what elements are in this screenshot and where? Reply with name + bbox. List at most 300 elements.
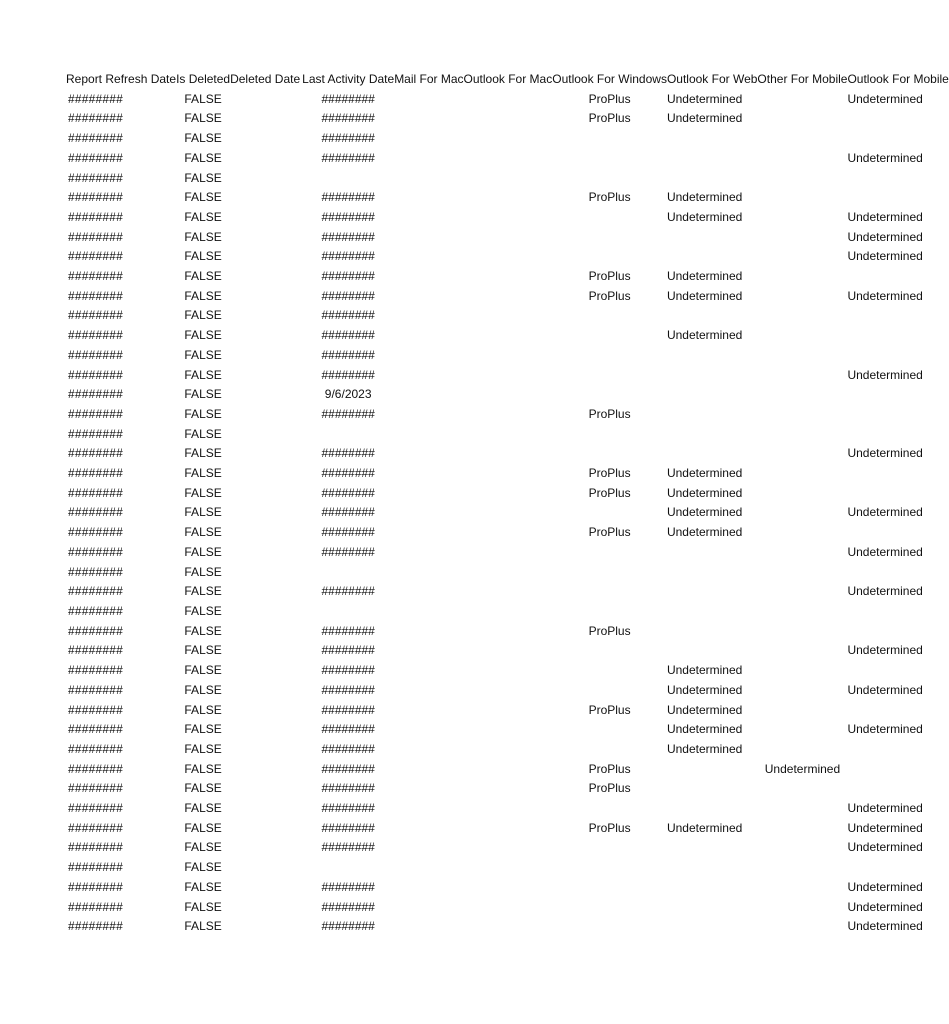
cell-outlook-for-windows[interactable] [552,425,667,445]
cell-outlook-for-mobile[interactable] [847,661,948,681]
cell-outlook-for-web[interactable] [667,838,757,858]
cell-outlook-for-windows[interactable] [552,346,667,366]
cell-outlook-for-windows[interactable] [552,720,667,740]
cell-outlook-for-mobile[interactable]: Undetermined [847,150,923,165]
cell-mail-for-mac[interactable] [394,484,463,504]
cell-report-refresh-date[interactable]: ######## [68,702,123,717]
cell-report-refresh-date[interactable]: ######## [68,781,123,796]
cell-mail-for-mac[interactable] [394,306,463,326]
cell-deleted-date[interactable] [230,346,302,366]
cell-outlook-for-mac[interactable] [464,169,553,189]
cell-other-for-mobile[interactable] [757,563,847,583]
cell-last-activity-date[interactable]: ######## [321,781,375,796]
cell-outlook-for-mobile[interactable] [847,405,948,425]
cell-outlook-for-mac[interactable] [464,661,553,681]
cell-last-activity-date[interactable]: ######## [321,131,375,146]
cell-last-activity-date[interactable]: ######## [321,446,375,461]
cell-other-for-mobile[interactable] [757,366,847,386]
cell-outlook-for-windows[interactable] [552,385,667,405]
cell-last-activity-date[interactable]: ######## [321,525,375,540]
cell-last-activity-date[interactable]: ######## [321,347,375,362]
cell-last-activity-date[interactable]: ######## [321,840,375,855]
cell-report-refresh-date[interactable]: ######## [68,131,123,146]
cell-outlook-for-web[interactable] [667,779,757,799]
cell-mail-for-mac[interactable] [394,917,463,937]
header-other-for-mobile[interactable]: Other For Mobile [757,72,848,86]
cell-report-refresh-date[interactable]: ######## [68,347,123,362]
cell-report-refresh-date[interactable]: ######## [68,328,123,343]
cell-report-refresh-date[interactable]: ######## [68,761,123,776]
cell-mail-for-mac[interactable] [394,346,463,366]
cell-outlook-for-windows[interactable] [552,740,667,760]
header-outlook-for-web[interactable]: Outlook For Web [666,72,758,86]
cell-outlook-for-mac[interactable] [464,385,553,405]
cell-is-deleted[interactable]: FALSE [184,170,222,185]
cell-deleted-date[interactable] [230,385,302,405]
cell-outlook-for-mobile[interactable] [847,464,948,484]
cell-last-activity-date[interactable] [302,563,394,583]
cell-outlook-for-mobile[interactable] [847,779,948,799]
cell-other-for-mobile[interactable] [757,306,847,326]
cell-other-for-mobile[interactable] [757,740,847,760]
cell-deleted-date[interactable] [230,563,302,583]
cell-outlook-for-windows[interactable]: ProPlus [588,288,631,303]
cell-outlook-for-web[interactable]: Undetermined [666,682,743,697]
cell-outlook-for-windows[interactable]: ProPlus [588,820,631,835]
cell-deleted-date[interactable] [230,287,302,307]
cell-outlook-for-mac[interactable] [464,129,553,149]
cell-outlook-for-windows[interactable] [552,169,667,189]
cell-last-activity-date[interactable]: ######## [321,485,375,500]
cell-outlook-for-mac[interactable] [464,523,553,543]
cell-deleted-date[interactable] [230,464,302,484]
cell-mail-for-mac[interactable] [394,838,463,858]
cell-other-for-mobile[interactable] [757,582,847,602]
cell-mail-for-mac[interactable] [394,602,463,622]
cell-is-deleted[interactable]: FALSE [184,623,222,638]
cell-outlook-for-windows[interactable] [552,208,667,228]
cell-outlook-for-mobile[interactable] [847,267,948,287]
cell-mail-for-mac[interactable] [394,563,463,583]
cell-is-deleted[interactable]: FALSE [184,919,222,934]
cell-outlook-for-web[interactable] [667,582,757,602]
cell-is-deleted[interactable]: FALSE [184,269,222,284]
cell-outlook-for-mac[interactable] [464,208,553,228]
cell-other-for-mobile[interactable] [757,169,847,189]
cell-last-activity-date[interactable]: ######## [321,584,375,599]
cell-last-activity-date[interactable]: ######## [321,682,375,697]
cell-is-deleted[interactable]: FALSE [184,643,222,658]
cell-outlook-for-mobile[interactable] [847,306,948,326]
cell-outlook-for-windows[interactable] [552,582,667,602]
cell-outlook-for-mobile[interactable]: Undetermined [847,505,923,520]
cell-report-refresh-date[interactable]: ######## [68,643,123,658]
cell-is-deleted[interactable]: FALSE [184,485,222,500]
cell-report-refresh-date[interactable]: ######## [68,584,123,599]
cell-outlook-for-mac[interactable] [464,720,553,740]
cell-outlook-for-mobile[interactable] [847,169,948,189]
cell-outlook-for-mac[interactable] [464,484,553,504]
cell-last-activity-date[interactable]: ######## [321,899,375,914]
cell-outlook-for-windows[interactable] [552,661,667,681]
cell-deleted-date[interactable] [230,267,302,287]
cell-outlook-for-windows[interactable]: ProPlus [588,485,631,500]
cell-outlook-for-mac[interactable] [464,306,553,326]
cell-outlook-for-windows[interactable] [552,641,667,661]
cell-outlook-for-web[interactable]: Undetermined [666,209,743,224]
cell-mail-for-mac[interactable] [394,622,463,642]
cell-outlook-for-mac[interactable] [464,228,553,248]
cell-report-refresh-date[interactable]: ######## [68,682,123,697]
cell-report-refresh-date[interactable]: ######## [68,446,123,461]
cell-outlook-for-windows[interactable] [552,444,667,464]
cell-other-for-mobile[interactable] [757,779,847,799]
cell-is-deleted[interactable]: FALSE [184,761,222,776]
cell-other-for-mobile[interactable] [757,523,847,543]
cell-deleted-date[interactable] [230,523,302,543]
cell-report-refresh-date[interactable]: ######## [68,623,123,638]
cell-outlook-for-web[interactable] [667,129,757,149]
cell-deleted-date[interactable] [230,641,302,661]
cell-outlook-for-windows[interactable]: ProPlus [588,525,631,540]
cell-report-refresh-date[interactable]: ######## [68,190,123,205]
cell-mail-for-mac[interactable] [394,779,463,799]
cell-mail-for-mac[interactable] [394,543,463,563]
cell-is-deleted[interactable]: FALSE [184,387,222,402]
cell-outlook-for-mac[interactable] [464,779,553,799]
cell-last-activity-date[interactable]: ######## [321,209,375,224]
cell-outlook-for-mobile[interactable]: Undetermined [847,91,923,106]
cell-deleted-date[interactable] [230,169,302,189]
cell-deleted-date[interactable] [230,444,302,464]
cell-report-refresh-date[interactable]: ######## [68,564,123,579]
cell-report-refresh-date[interactable]: ######## [68,406,123,421]
cell-outlook-for-mobile[interactable] [847,760,948,780]
cell-is-deleted[interactable]: FALSE [184,663,222,678]
cell-mail-for-mac[interactable] [394,366,463,386]
cell-report-refresh-date[interactable]: ######## [68,663,123,678]
cell-outlook-for-windows[interactable] [552,878,667,898]
cell-mail-for-mac[interactable] [394,208,463,228]
cell-outlook-for-web[interactable]: Undetermined [666,741,743,756]
cell-is-deleted[interactable]: FALSE [184,150,222,165]
cell-mail-for-mac[interactable] [394,523,463,543]
cell-outlook-for-web[interactable]: Undetermined [666,722,743,737]
cell-report-refresh-date[interactable]: ######## [68,288,123,303]
cell-report-refresh-date[interactable]: ######## [68,387,123,402]
cell-outlook-for-web[interactable]: Undetermined [666,91,743,106]
cell-other-for-mobile[interactable] [757,129,847,149]
cell-report-refresh-date[interactable]: ######## [68,426,123,441]
cell-outlook-for-mac[interactable] [464,425,553,445]
cell-is-deleted[interactable]: FALSE [184,466,222,481]
cell-mail-for-mac[interactable] [394,169,463,189]
cell-outlook-for-web[interactable] [667,425,757,445]
cell-deleted-date[interactable] [230,425,302,445]
cell-outlook-for-mobile[interactable] [847,385,948,405]
cell-deleted-date[interactable] [230,720,302,740]
cell-is-deleted[interactable]: FALSE [184,308,222,323]
cell-other-for-mobile[interactable] [757,385,847,405]
cell-outlook-for-mac[interactable] [464,188,553,208]
cell-outlook-for-mac[interactable] [464,149,553,169]
cell-other-for-mobile[interactable] [757,346,847,366]
cell-deleted-date[interactable] [230,247,302,267]
header-outlook-for-mobile[interactable]: Outlook For Mobile [847,72,949,86]
cell-mail-for-mac[interactable] [394,287,463,307]
cell-outlook-for-mac[interactable] [464,701,553,721]
cell-outlook-for-mobile[interactable] [847,622,948,642]
cell-outlook-for-mac[interactable] [464,760,553,780]
cell-report-refresh-date[interactable]: ######## [68,603,123,618]
cell-outlook-for-windows[interactable]: ProPlus [588,406,631,421]
cell-deleted-date[interactable] [230,661,302,681]
cell-outlook-for-mac[interactable] [464,819,553,839]
cell-other-for-mobile[interactable] [757,149,847,169]
cell-outlook-for-web[interactable] [667,563,757,583]
cell-outlook-for-mac[interactable] [464,582,553,602]
cell-outlook-for-mobile[interactable]: Undetermined [847,544,923,559]
cell-deleted-date[interactable] [230,838,302,858]
cell-outlook-for-mobile[interactable] [847,425,948,445]
cell-mail-for-mac[interactable] [394,858,463,878]
cell-last-activity-date[interactable]: ######## [321,308,375,323]
cell-outlook-for-mobile[interactable]: Undetermined [847,584,923,599]
cell-other-for-mobile[interactable] [757,720,847,740]
cell-outlook-for-mobile[interactable]: Undetermined [847,820,923,835]
cell-outlook-for-windows[interactable]: ProPlus [588,781,631,796]
cell-last-activity-date[interactable] [302,425,394,445]
cell-outlook-for-windows[interactable] [552,799,667,819]
cell-report-refresh-date[interactable]: ######## [68,741,123,756]
cell-deleted-date[interactable] [230,188,302,208]
cell-last-activity-date[interactable]: ######## [321,190,375,205]
cell-outlook-for-windows[interactable] [552,503,667,523]
cell-outlook-for-mobile[interactable]: Undetermined [847,643,923,658]
cell-is-deleted[interactable]: FALSE [184,328,222,343]
cell-report-refresh-date[interactable]: ######## [68,860,123,875]
cell-last-activity-date[interactable]: ######## [321,91,375,106]
cell-deleted-date[interactable] [230,701,302,721]
cell-report-refresh-date[interactable]: ######## [68,879,123,894]
cell-deleted-date[interactable] [230,208,302,228]
cell-outlook-for-mac[interactable] [464,346,553,366]
cell-last-activity-date[interactable]: ######## [321,328,375,343]
cell-mail-for-mac[interactable] [394,740,463,760]
cell-mail-for-mac[interactable] [394,503,463,523]
cell-last-activity-date[interactable]: ######## [321,801,375,816]
cell-other-for-mobile[interactable] [757,838,847,858]
cell-deleted-date[interactable] [230,878,302,898]
cell-last-activity-date[interactable]: ######## [321,466,375,481]
cell-mail-for-mac[interactable] [394,425,463,445]
cell-other-for-mobile[interactable] [757,267,847,287]
header-mail-for-mac[interactable]: Mail For Mac [394,72,464,86]
cell-last-activity-date[interactable]: ######## [321,229,375,244]
cell-outlook-for-windows[interactable]: ProPlus [588,190,631,205]
cell-deleted-date[interactable] [230,129,302,149]
cell-outlook-for-mobile[interactable]: Undetermined [847,682,923,697]
cell-deleted-date[interactable] [230,799,302,819]
cell-outlook-for-web[interactable] [667,346,757,366]
cell-deleted-date[interactable] [230,740,302,760]
cell-report-refresh-date[interactable]: ######## [68,485,123,500]
cell-other-for-mobile[interactable] [757,208,847,228]
cell-mail-for-mac[interactable] [394,898,463,918]
cell-outlook-for-windows[interactable]: ProPlus [588,91,631,106]
cell-outlook-for-mac[interactable] [464,444,553,464]
cell-outlook-for-web[interactable] [667,366,757,386]
cell-outlook-for-windows[interactable]: ProPlus [588,466,631,481]
cell-other-for-mobile[interactable] [757,543,847,563]
cell-deleted-date[interactable] [230,503,302,523]
cell-mail-for-mac[interactable] [394,149,463,169]
cell-last-activity-date[interactable]: ######## [321,406,375,421]
cell-deleted-date[interactable] [230,622,302,642]
cell-is-deleted[interactable]: FALSE [184,505,222,520]
cell-outlook-for-mac[interactable] [464,366,553,386]
cell-report-refresh-date[interactable]: ######## [68,308,123,323]
cell-outlook-for-windows[interactable]: ProPlus [588,702,631,717]
cell-outlook-for-windows[interactable] [552,149,667,169]
cell-outlook-for-web[interactable] [667,228,757,248]
header-is-deleted[interactable]: Is Deleted [176,72,231,86]
cell-last-activity-date[interactable]: ######## [321,702,375,717]
cell-outlook-for-mobile[interactable]: Undetermined [847,899,923,914]
cell-is-deleted[interactable]: FALSE [184,367,222,382]
cell-other-for-mobile[interactable] [757,109,847,129]
cell-outlook-for-web[interactable] [667,385,757,405]
cell-mail-for-mac[interactable] [394,109,463,129]
cell-is-deleted[interactable]: FALSE [184,190,222,205]
cell-outlook-for-mac[interactable] [464,838,553,858]
cell-outlook-for-mac[interactable] [464,247,553,267]
cell-outlook-for-web[interactable]: Undetermined [666,111,743,126]
cell-mail-for-mac[interactable] [394,385,463,405]
cell-deleted-date[interactable] [230,109,302,129]
cell-outlook-for-mobile[interactable] [847,523,948,543]
cell-outlook-for-web[interactable] [667,149,757,169]
cell-mail-for-mac[interactable] [394,582,463,602]
cell-outlook-for-web[interactable] [667,306,757,326]
cell-outlook-for-mac[interactable] [464,858,553,878]
cell-mail-for-mac[interactable] [394,326,463,346]
cell-outlook-for-mac[interactable] [464,543,553,563]
cell-last-activity-date[interactable]: ######## [321,367,375,382]
cell-other-for-mobile[interactable] [757,90,847,110]
cell-report-refresh-date[interactable]: ######## [68,269,123,284]
cell-outlook-for-windows[interactable] [552,917,667,937]
cell-outlook-for-mobile[interactable] [847,563,948,583]
cell-is-deleted[interactable]: FALSE [184,91,222,106]
cell-deleted-date[interactable] [230,898,302,918]
cell-other-for-mobile[interactable] [757,287,847,307]
cell-last-activity-date[interactable]: ######## [321,722,375,737]
cell-outlook-for-web[interactable] [667,602,757,622]
cell-report-refresh-date[interactable]: ######## [68,840,123,855]
cell-outlook-for-web[interactable] [667,799,757,819]
cell-other-for-mobile[interactable] [757,701,847,721]
cell-last-activity-date[interactable]: ######## [321,288,375,303]
cell-outlook-for-windows[interactable] [552,602,667,622]
cell-outlook-for-web[interactable] [667,405,757,425]
cell-deleted-date[interactable] [230,228,302,248]
cell-last-activity-date[interactable]: ######## [321,820,375,835]
cell-outlook-for-mac[interactable] [464,602,553,622]
cell-deleted-date[interactable] [230,858,302,878]
cell-outlook-for-web[interactable]: Undetermined [666,505,743,520]
cell-other-for-mobile[interactable] [757,464,847,484]
cell-outlook-for-mobile[interactable] [847,740,948,760]
cell-other-for-mobile[interactable] [757,681,847,701]
cell-outlook-for-mac[interactable] [464,917,553,937]
cell-mail-for-mac[interactable] [394,444,463,464]
cell-deleted-date[interactable] [230,405,302,425]
cell-other-for-mobile[interactable] [757,878,847,898]
cell-mail-for-mac[interactable] [394,405,463,425]
cell-outlook-for-mobile[interactable]: Undetermined [847,879,923,894]
cell-outlook-for-mac[interactable] [464,464,553,484]
cell-is-deleted[interactable]: FALSE [184,879,222,894]
cell-report-refresh-date[interactable]: ######## [68,820,123,835]
cell-deleted-date[interactable] [230,484,302,504]
cell-mail-for-mac[interactable] [394,129,463,149]
cell-report-refresh-date[interactable]: ######## [68,899,123,914]
cell-deleted-date[interactable] [230,306,302,326]
cell-other-for-mobile[interactable] [757,602,847,622]
cell-mail-for-mac[interactable] [394,247,463,267]
cell-outlook-for-mac[interactable] [464,563,553,583]
cell-is-deleted[interactable]: FALSE [184,446,222,461]
cell-outlook-for-web[interactable]: Undetermined [666,820,743,835]
cell-is-deleted[interactable]: FALSE [184,544,222,559]
cell-deleted-date[interactable] [230,602,302,622]
cell-is-deleted[interactable]: FALSE [184,702,222,717]
cell-outlook-for-mobile[interactable]: Undetermined [847,919,923,934]
cell-outlook-for-mobile[interactable]: Undetermined [847,249,923,264]
cell-is-deleted[interactable]: FALSE [184,564,222,579]
cell-deleted-date[interactable] [230,326,302,346]
cell-outlook-for-mac[interactable] [464,90,553,110]
cell-mail-for-mac[interactable] [394,90,463,110]
cell-is-deleted[interactable]: FALSE [184,840,222,855]
cell-mail-for-mac[interactable] [394,819,463,839]
cell-outlook-for-web[interactable]: Undetermined [666,466,743,481]
cell-mail-for-mac[interactable] [394,188,463,208]
cell-outlook-for-mobile[interactable] [847,188,948,208]
cell-outlook-for-web[interactable]: Undetermined [666,663,743,678]
cell-outlook-for-web[interactable]: Undetermined [666,288,743,303]
cell-other-for-mobile[interactable] [757,326,847,346]
cell-other-for-mobile[interactable] [757,661,847,681]
cell-outlook-for-mac[interactable] [464,740,553,760]
cell-other-for-mobile[interactable] [757,503,847,523]
cell-is-deleted[interactable]: FALSE [184,860,222,875]
cell-outlook-for-mobile[interactable]: Undetermined [847,722,923,737]
cell-outlook-for-mac[interactable] [464,109,553,129]
cell-is-deleted[interactable]: FALSE [184,820,222,835]
cell-other-for-mobile[interactable] [757,858,847,878]
cell-outlook-for-mobile[interactable] [847,346,948,366]
cell-report-refresh-date[interactable]: ######## [68,367,123,382]
cell-other-for-mobile[interactable] [757,425,847,445]
cell-outlook-for-mobile[interactable]: Undetermined [847,446,923,461]
cell-outlook-for-mac[interactable] [464,622,553,642]
cell-is-deleted[interactable]: FALSE [184,288,222,303]
cell-report-refresh-date[interactable]: ######## [68,91,123,106]
header-deleted-date[interactable]: Deleted Date [230,72,301,86]
cell-outlook-for-mac[interactable] [464,326,553,346]
